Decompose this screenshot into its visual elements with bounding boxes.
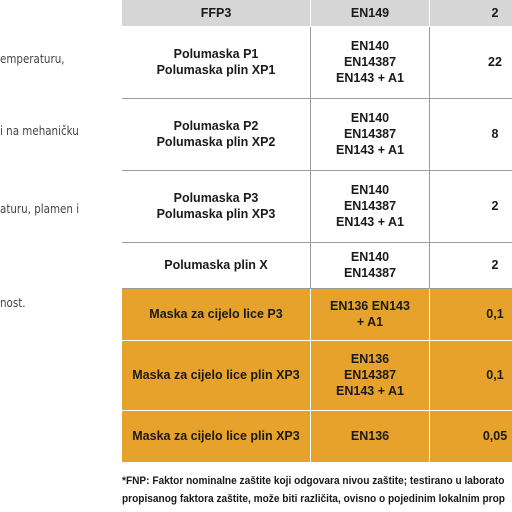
standard-cell-line: EN140 [350,183,390,197]
standard-cell-line: EN14387 [343,368,397,382]
mask-type-cell [122,170,311,242]
table-header-row [122,0,512,26]
mask-type-cell-line: Polumaska plin X [164,258,268,272]
standard-cell-line: EN14387 [343,266,397,280]
fnp-value-cell: 0,05 [430,410,512,462]
standard-cell [311,0,430,26]
mask-type-cell [122,340,311,410]
mask-type-cell-line: Maska za cijelo lice plin XP3 [132,429,300,443]
standard-cell-line: EN143 + A1 [336,215,404,229]
mask-type-cell [122,98,311,170]
standard-cell [311,26,430,98]
standard-cell-line: EN14387 [343,55,397,69]
protection-factor-table [122,0,512,463]
mask-type-cell-line: Polumaska plin XP2 [156,135,276,149]
mask-type-cell [122,288,311,340]
fnp-value-cell: 2 [430,0,512,26]
mask-type-cell [122,26,311,98]
footnote-line: propisanog faktora zaštite, može biti različita, ovisno o pojedinim lokalnim prop [122,493,505,505]
table-row [122,288,512,340]
standard-cell-line: EN143 + A1 [336,71,404,85]
table-row [122,340,512,410]
mask-type-cell-line: Polumaska plin XP3 [156,207,276,221]
standard-cell [311,288,430,340]
standard-cell-line: EN140 [350,250,390,264]
mask-type-cell-line: Polumaska P3 [173,191,259,205]
standard-cell [311,242,430,288]
mask-type-cell-line: FFP3 [200,5,232,20]
standard-cell-line: EN14387 [343,127,397,141]
standard-cell-line: EN136 [350,352,390,366]
fnp-value-cell: 0,1 [430,288,512,340]
footnote-line: *FNP: Faktor nominalne zaštite koji odgovara nivou zaštite; testirano u laborato [122,475,505,487]
mask-type-cell-line: Polumaska P2 [173,119,259,133]
standard-cell-line: EN140 [350,39,390,53]
standard-cell [311,410,430,462]
mask-type-cell-line: Polumaska plin XP1 [156,63,276,77]
standard-cell-line: EN143 + A1 [336,384,404,398]
table-row [122,26,512,98]
standard-cell-line: EN149 [350,5,390,20]
table-row [122,410,512,462]
standard-cell-line: EN136 [350,429,390,443]
mask-type-cell [122,410,311,462]
left-text-line: emperaturu, [0,52,65,66]
table-row [122,98,512,170]
standard-cell [311,98,430,170]
mask-type-cell-line: Maska za cijelo lice plin XP3 [132,368,300,382]
standard-cell-line: EN140 [350,111,390,125]
left-text-line: nost. [0,296,26,310]
standard-cell [311,340,430,410]
table-row [122,242,512,288]
mask-type-cell [122,242,311,288]
fnp-value-cell: 2 [430,170,512,242]
fnp-footnote [122,472,505,508]
table-row [122,170,512,242]
standard-cell-line: EN143 + A1 [336,143,404,157]
standard-cell [311,170,430,242]
standard-cell-line: EN136 EN143 [330,299,410,313]
left-text-line: i na mehaničku [0,124,79,138]
fnp-value-cell: 8 [430,98,512,170]
fnp-value-cell: 2 [430,242,512,288]
fnp-value-cell: 0,1 [430,340,512,410]
standard-cell-line: + A1 [356,315,384,329]
mask-type-cell-line: Maska za cijelo lice P3 [149,307,283,321]
standard-cell-line: EN14387 [343,199,397,213]
left-text-line: aturu, plamen i [0,202,80,216]
mask-type-cell-line: Polumaska P1 [173,47,259,61]
fnp-value-cell: 22 [430,26,512,98]
mask-type-cell [122,0,311,26]
